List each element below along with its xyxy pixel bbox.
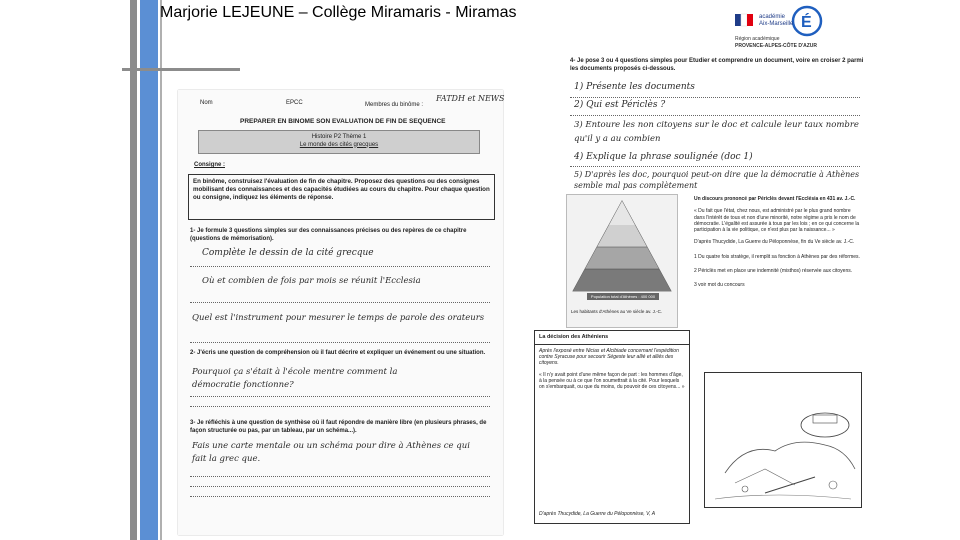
- answer-3: Fais une carte mentale ou un schéma pour dire à Athènes ce qui fait la grec que.: [192, 441, 470, 464]
- decorative-bar-dark: [130, 0, 137, 540]
- answer-2: Pourquoi ça s'était à l'école mentre comment la démocratie fonctionne?: [192, 367, 398, 390]
- answer-1-1: Complète le dessin de la cité grecque: [202, 248, 374, 258]
- dotted-line: [190, 266, 490, 267]
- answer-4-4: 4) Explique la phrase soulignée (doc 1): [574, 152, 753, 162]
- academy-logo: [735, 4, 825, 52]
- theme-line2: Le monde des cités grecques: [299, 141, 379, 148]
- document-page: [560, 56, 868, 196]
- logo-text-academie: académie: [759, 14, 786, 20]
- doc-text: « Du fait que l'état, chez nous, est administré par le plus grand nombre dans l'intérêt de tous et non d'une minorité, notre régime a pris le nom de démocratie. L'égalité est assurée à tous par les lois ; en ce qui concerne la participation à la vie politique, ce n'est plus par la naissance... »: [694, 208, 860, 233]
- dotted-line: [570, 97, 860, 98]
- consigne-box: [188, 174, 495, 220]
- answer-4-5: 5) D'après les doc, pourquoi peut-on dire que la démocratie à Athènes semble mal pas complètement: [574, 170, 860, 190]
- pericles-doc: [694, 196, 862, 346]
- pyramid-total: Population total d'Athènes : 400 000: [587, 293, 659, 300]
- answer-1-3: Quel est l'instrument pour mesurer le temps de parole des orateurs: [192, 313, 485, 323]
- theme-line1: Histoire P2 Thème 1: [311, 134, 367, 140]
- theme-box: [198, 130, 480, 154]
- svg-text:É: É: [801, 14, 812, 31]
- doc-note-2: 2 Périclès met en place une indemnité (misthos) réservée aux citoyens.: [694, 267, 853, 274]
- dotted-line: [190, 406, 490, 407]
- decorative-horizontal-line: [122, 68, 240, 71]
- answer-4-1: 1) Présente les documents: [574, 82, 695, 92]
- answer-4-2: 2) Qui est Périclès ?: [574, 100, 666, 110]
- worksheet-title: PREPARER EN BINOME SON EVALUATION DE FIN DE SEQUENCE: [240, 118, 446, 125]
- dotted-line: [190, 486, 490, 487]
- epcc-label: EPCC: [286, 100, 303, 106]
- answer-4-3: 3) Entoure les non citoyens sur le doc et calcule leur taux nombre qu'il y a au combien: [574, 120, 859, 144]
- athens-drawing: [705, 373, 861, 507]
- question-2: 2- J'écris une question de compréhension où il faut décrire et expliquer un événement ou une situation.: [190, 350, 486, 356]
- nom-label: Nom: [200, 100, 213, 106]
- decision-source: D'après Thucydide, La Guerre du Péloponnèse, V, A: [539, 510, 656, 517]
- doc-note-3: 3 voir mot du concours: [694, 282, 745, 288]
- dotted-line: [570, 115, 860, 116]
- consigne-label: Consigne :: [194, 162, 225, 168]
- doc-header: Un discours prononcé par Périclès devant l'Ecclésia en 431 av. J.-C.: [694, 196, 856, 202]
- membres-label: Membres du binôme :: [365, 102, 424, 108]
- doc-note-1: 1 Du quatre fois stratège, il remplit sa fonction à Athènes par des réformes.: [694, 253, 860, 260]
- athens-sketch: [704, 372, 862, 508]
- pyramid-caption: Les habitants d'Athènes au Ve siècle av. J.-C.: [571, 309, 663, 314]
- answer-1-2: Où et combien de fois par mois se réunit l'Ecclesia: [202, 276, 421, 286]
- dotted-line: [190, 496, 490, 497]
- logo-text-aix-marseille: Aix-Marseille: [759, 21, 794, 27]
- slide-title: Marjorie LEJEUNE – Collège Miramaris - Miramas: [160, 4, 517, 21]
- decorative-bar-blue: [140, 0, 158, 540]
- dotted-line: [570, 166, 860, 167]
- pyramid-figure: [566, 194, 678, 328]
- consigne-text: En binôme, construisez l'évaluation de fin de chapitre. Proposez des questions ou des consignes mobilisant des connaissances et des capacités étudiées au cours du chapitre. Pour chaque question ou consigne, indiquez les éléments de réponse.: [193, 178, 490, 201]
- dotted-line: [190, 396, 490, 397]
- decision-title: La décision des Athéniens: [539, 334, 609, 340]
- worksheet-page: [178, 90, 503, 535]
- decision-doc: [534, 330, 690, 524]
- doc-source: D'après Thucydide, La Guerre du Péloponnèse, fin du Ve siècle av. J.-C.: [694, 239, 855, 246]
- logo-region-label: Région académique: [735, 36, 780, 42]
- population-pyramid: [567, 195, 677, 305]
- dotted-line: [190, 342, 490, 343]
- question-3: 3- Je réfléchis à une question de synthèse où il faut répondre de manière libre (en plusieurs phrases, de façon structurée ou pas, par un tableau, par un schéma...).: [190, 420, 487, 434]
- dotted-line: [190, 302, 490, 303]
- membres-value: FATDH et NEWS: [436, 94, 505, 103]
- decorative-line-thin: [160, 0, 162, 540]
- dotted-line: [190, 476, 490, 477]
- question-4: 4- Je pose 3 ou 4 questions simples pour Etudier et comprendre un document, voire en croiser 2 parmi les documents proposés ci-dessous.: [570, 58, 864, 72]
- decision-intro: Après l'exposé entre Nicias et Alcibiade concernant l'expédition contre Syracuse pour secourir Ségeste leur allié et alliés des citoyens.: [539, 347, 679, 367]
- logo-region-name: PROVENCE-ALPES-CÔTE D'AZUR: [735, 43, 818, 49]
- question-1: 1- Je formule 3 questions simples sur des connaissances précises ou des repères de ce chapitre (questions de mémorisation).: [190, 228, 467, 242]
- decision-text: « Il n'y avait point d'une même façon de part : les hommes d'âge, à la pensée ou à ce que l'on soumettrait à la cité. Pour lesquels on s'embarquait, ou que du moins, du pouvoir de ces citoyens... »: [539, 371, 685, 391]
